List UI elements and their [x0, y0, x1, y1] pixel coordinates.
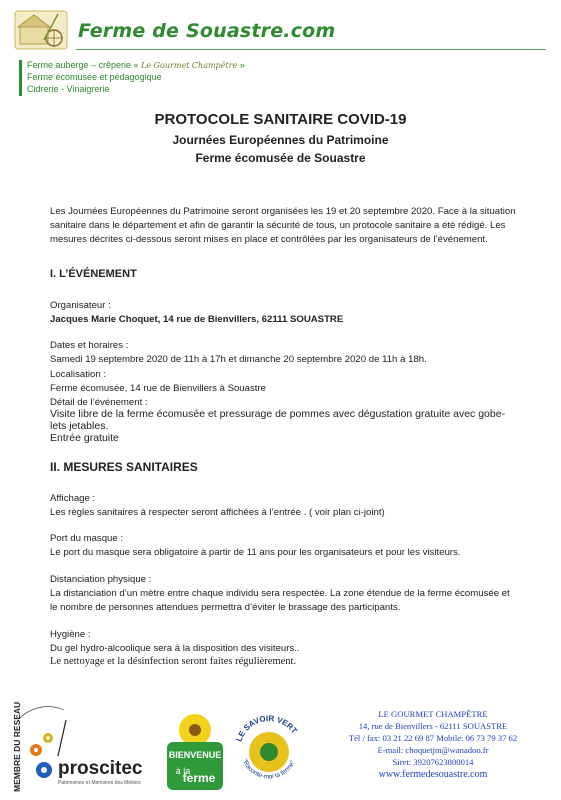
- bienvenue-text: BIENVENUE: [168, 750, 222, 760]
- hygiene-line-2: Le nettoyage et la désinfection seront faites régulièrement.: [50, 656, 297, 667]
- tagline-bar: [19, 60, 22, 96]
- location-value: Ferme écomusée, 14 rue de Bienvillers à Souastre: [50, 383, 266, 394]
- organizer-label: Organisateur :: [50, 300, 111, 311]
- distance-line-2: le nombre de personnes attendues permettra d’éviter le brassage des participants.: [50, 602, 401, 613]
- ferme-text: ferme: [182, 771, 216, 785]
- proscitec-logo: [12, 701, 143, 792]
- distance-line-1: La distanciation d’un mètre entre chaque individu sera respectée. La zone étendue de la ferme écomusée et: [50, 588, 510, 599]
- intro-line-2: sanitaire dans le département et afin de garantir la sécurité de tous, un protocole sanitaire a été rédigé. Les: [50, 220, 506, 231]
- footer-siret: Siret: 39207623800014: [392, 757, 474, 767]
- entry-info: Entrée gratuite: [50, 432, 119, 444]
- affichage-value: Les règles sanitaires à respecter seront affichées à l’entrée . ( voir plan ci-joint): [50, 507, 385, 518]
- hygiene-label: Hygiène :: [50, 629, 91, 640]
- section-2-heading: II. MESURES SANITAIRES: [50, 460, 198, 474]
- header-divider: [76, 49, 546, 50]
- footer-address: 14, rue de Bienvillers - 62111 SOUASTRE: [358, 721, 508, 731]
- savoir-vert-text: LE SAVOIR VERT: [234, 713, 299, 743]
- raconte-moi-text: "Raconte-moi la ferme": [240, 758, 297, 781]
- mask-label: Port du masque :: [50, 533, 124, 544]
- document-title: PROTOCOLE SANITAIRE COVID-19: [154, 111, 407, 128]
- dates-value: Samedi 19 septembre 2020 de 11h à 17h et dimanche 20 septembre 2020 de 11h à 18h.: [50, 354, 427, 365]
- bienvenue-a-la-ferme-logo: [163, 712, 227, 792]
- affichage-label: Affichage :: [50, 493, 96, 504]
- footer-email[interactable]: E-mail: choquetjm@wanadoo.fr: [377, 745, 489, 755]
- footer-phone: Tél / fax: 03 21 22 69 87 Mobile: 06 73 79 37 62: [348, 733, 518, 743]
- brand-title: Ferme de Souastre.com: [78, 20, 336, 42]
- detail-line-1: Visite libre de la ferme écomusée et pressurage de pommes avec dégustation gratuite avec gobe-: [50, 408, 506, 420]
- footer-name: LE GOURMET CHAMPÊTRE: [378, 709, 488, 719]
- farm-logo: [14, 10, 68, 50]
- detail-label: Détail de l’événement :: [50, 397, 148, 408]
- detail-line-2: lets jetables.: [50, 420, 109, 432]
- tagline-line2: Ferme écomusée et pédagogique: [27, 72, 162, 82]
- intro-line-1: Les Journées Européennes du Patrimoine seront organisées les 19 et 20 septembre 2020. Face à la situation: [50, 206, 516, 217]
- intro-line-3: mesures décrites ci-dessous seront mises en place et contrôlées par les organisateurs de l’événement.: [50, 234, 488, 245]
- hygiene-line-1: Du gel hydro-alcoolique sera à la disposition des visiteurs..: [50, 643, 300, 654]
- distance-label: Distanciation physique :: [50, 574, 152, 585]
- location-label: Localisation :: [50, 369, 106, 380]
- section-1-heading: I. L’ÉVÉNEMENT: [50, 268, 137, 280]
- proscitec-subtitle: Patrimoines et Mémoires des Métiers: [58, 780, 141, 786]
- tagline-line1: Ferme auberge – crêperie « Le Gourmet Champêtre »: [27, 60, 245, 70]
- organizer-value: Jacques Marie Choquet, 14 rue de Bienvillers, 62111 SOUASTRE: [50, 314, 344, 325]
- dates-label: Dates et horaires :: [50, 340, 129, 351]
- footer-website-link[interactable]: www.fermedesouastre.com: [378, 769, 488, 780]
- document-subtitle-2: Ferme écomusée de Souastre: [195, 151, 366, 165]
- a-la-text: à la: [175, 766, 191, 776]
- gear-icon: [12, 701, 143, 792]
- proscitec-wordmark: proscitec: [58, 758, 143, 779]
- mask-value: Le port du masque sera obligatoire à partir de 11 ans pour les organisateurs et pour les visiteurs.: [50, 547, 461, 558]
- savoir-vert-logo: [232, 708, 306, 792]
- document-subtitle-1: Journées Européennes du Patrimoine: [172, 133, 389, 147]
- reseau-text: MEMBRE DU RESEAU: [12, 701, 22, 792]
- tagline-line3: Cidrerie - Vinaigrerie: [27, 84, 110, 94]
